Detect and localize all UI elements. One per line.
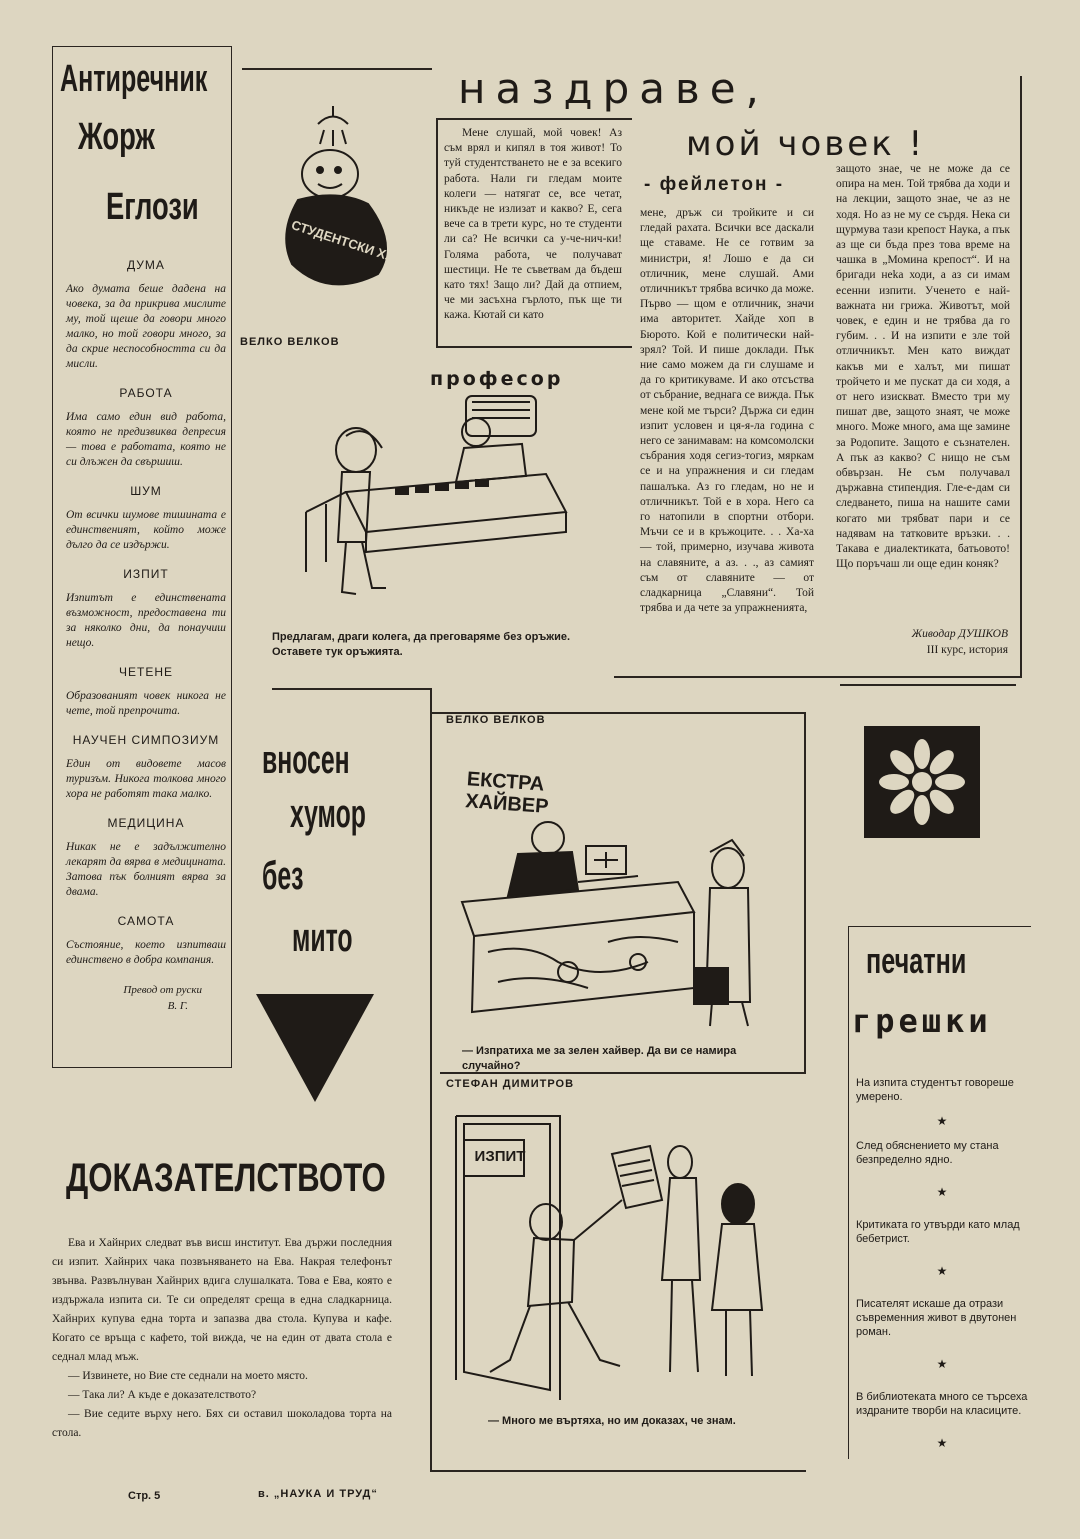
- hyper-sign: ЕКСТРА ХАЙВЕР: [464, 768, 550, 818]
- center-rule-right: [804, 712, 806, 1072]
- shower-head-icon: [318, 106, 348, 146]
- seller-figure-icon: [508, 822, 578, 896]
- typo-item: След обяснението му стана безпределно ядно.: [856, 1140, 999, 1166]
- student-running-icon: [490, 1200, 622, 1372]
- entry-text: Изпитът е единствената възможност, предоставена ти за няколко дни, да понаучиш нещо.: [66, 592, 226, 649]
- typo-item: Писателят искаше да отрази съвременния живот в двутонен роман.: [856, 1298, 1017, 1338]
- exam-byline: СТЕФАН ДИМИТРОВ: [446, 1078, 575, 1090]
- vnosen-line1: вносен: [262, 738, 350, 782]
- cartoon-badge-text: СТУДЕНТСКИ ХУМОР: [289, 217, 424, 274]
- typos-list: [856, 1076, 1028, 1469]
- feuilleton-title2: мой човек !: [686, 124, 926, 164]
- dokaz-dialog2: — Така ли? А къде е доказателството?: [68, 1389, 257, 1401]
- dokaz-body: [52, 1234, 392, 1443]
- middle-rule-left: [272, 688, 432, 690]
- entry-text: Ако думата беше дадена на човека, за да прикрива мислите му, той щеше да говори много малко, но той говори много, за да скрие неспособността си да мисли.: [66, 283, 226, 370]
- top-left-byline: ВЕЛКО ВЕЛКОВ: [240, 336, 340, 348]
- counter-icon: [462, 882, 694, 1012]
- feuilleton-subtitle: - фейлетон -: [644, 174, 785, 195]
- professor-chair-icon: [466, 396, 536, 436]
- translator-credit: [60, 982, 202, 1014]
- hyper-cartoon: [448, 812, 788, 1034]
- entry-izpit: [60, 567, 232, 651]
- feuilleton-rule-left: [436, 118, 438, 346]
- translator-line2: В. Г.: [167, 1000, 188, 1012]
- antirechnik-title: [60, 58, 230, 246]
- entry-heading: РАБОТА: [119, 386, 173, 400]
- entry-samota: [60, 914, 232, 968]
- flower-ornament-icon: [864, 726, 980, 838]
- antirechnik-title-line3: Еглози: [106, 186, 199, 228]
- author-course: III курс, история: [926, 644, 1008, 656]
- girl-student-icon: [712, 1184, 762, 1376]
- entry-shum: [60, 484, 232, 553]
- tall-student-icon: [662, 1146, 700, 1372]
- author-name: Живодар ДУШКОВ: [911, 628, 1008, 640]
- entry-text: Има само един вид работа, която не предизвиква депресия — това е работата, която не си длъжен да свършиш.: [66, 411, 226, 468]
- feuilleton-col1: Мене слушай, мой човек! Аз съм врял и кипял в тоя живот! То туй студентстването не е за всекиго работа. Нали ги гледам моите колеги — натягат се, все четат, никъде не излизат и какво? Е, сега вече са в трети курс, но те студенти ли са? Не всички са у-че-нич-ки! Голяма работа, че получават шестици. Не те съветвам да бъдеш като тях! Защо ли? Дай да отпием, че ми засъхна гърлото, пък ще ти кажа. Кютай си като: [444, 127, 622, 322]
- feuilleton-title1: наздраве,: [458, 64, 769, 113]
- shower-cartoon: [258, 104, 424, 304]
- dokaz-paragraph: Ева и Хайнрих следват във висш институт. Ева държи последния си изпит. Хайнрих чака позвъняването на Ева. Накрая телефонът звънва. Развълнуван Хайнрих вдига слушалката. Това е Ева, която е издържала изпита си. Те си определят среща в една сладкарница. Хайнрих купува една торта и запазва два стола. Купува и кафе. Когато се връща с кафето, той вижда, че на един от двата стола е седнал млад мъж.: [52, 1237, 392, 1363]
- typo-item: На изпита студентът говореше умерено.: [856, 1077, 1014, 1103]
- triangle-ornament-icon: [256, 994, 374, 1102]
- entry-text: От всички шумове тишината е единственият, който може дълго да се издържи.: [66, 509, 226, 551]
- dokaz-title-text: ДОКАЗАТЕЛСТВОТО: [66, 1156, 386, 1200]
- scale-icon: [578, 846, 638, 882]
- center-rule-left: [430, 690, 432, 1470]
- dokaz-title: [66, 1156, 396, 1201]
- feuilleton-col3: защото знае, че не може да се опира на мен. Той трябва да ходи и на лекции, защото знае, че аз не ходя. Но аз не му се сърдя. Нека си щурмува тази крепост Наука, а пък аз ще си бъда през това време на чашка в „Момина крепост“. И на бригади неka ходи, а аз си имам есенни изпити. Ученето е най-важната ни грижа. Животът, мой човек, е един и не трябва да го губим. . . И на изпити е зле той отличникът. Мен като виждат какъв ми е халът, ми пишат тройчето и ме пускат да си ходя, а от него изискват. Вместо три му пишат две, защото знаят, че може много. Може много, ама ще замине за Родопите. Защото е съзнателен. А пък аз какво? С нищо не съм обвързан. Не съм получавал държавна стипендия. Гле-е-дам си следването, пиша на нашите сами когато ми трябват пари и се надявам на татковите връзки. . . Такава е диалектиката, батьовото! Що поръчаш ли още един коняк?: [836, 163, 1010, 571]
- customer-figure-icon: [694, 840, 750, 1026]
- vnosen-line3: без: [262, 854, 304, 898]
- bather-figure-icon: [286, 150, 386, 284]
- entry-heading: НАУЧЕН СИМПОЗИУМ: [72, 733, 220, 747]
- star-icon: ★: [936, 1185, 948, 1199]
- entry-heading: ДУМА: [127, 258, 165, 272]
- hyper-byline: ВЕЛКО ВЕЛКОВ: [446, 714, 546, 726]
- star-icon: ★: [936, 1114, 948, 1128]
- typo-item: В библиотеката много се търсеха издраните творби на класиците.: [856, 1391, 1028, 1417]
- entry-heading: ИЗПИТ: [123, 567, 169, 581]
- dokaz-dialog3: — Вие седите върху него. Бях си оставил шоколадова торта на стола.: [52, 1408, 392, 1439]
- exam-sign: ИЗПИТ: [474, 1148, 526, 1165]
- typos-title1-text: печатни: [866, 940, 967, 981]
- entry-chetene: [60, 665, 232, 719]
- footer-page: Стр. 5: [128, 1490, 161, 1502]
- vnosen-line4: мито: [292, 916, 353, 960]
- feuilleton-rule-right: [1020, 76, 1022, 676]
- translator-line1: Превод от руски: [123, 984, 202, 996]
- feuilleton-rule-end: [614, 676, 1022, 678]
- entry-simpozium: [60, 733, 232, 802]
- dokaz-dialog1: — Извинете, но Вие сте седнали на моето място.: [68, 1370, 308, 1382]
- entry-heading: САМОТА: [117, 914, 175, 928]
- center-rule-bottom: [430, 1470, 806, 1472]
- student-figure-icon: [336, 428, 386, 594]
- vnosen-line2: хумор: [290, 792, 366, 836]
- star-icon: ★: [936, 1264, 948, 1278]
- top-rule: [242, 68, 432, 70]
- feuilleton-rule-bottom: [436, 346, 632, 348]
- middle-rule-right: [840, 684, 1016, 686]
- typo-item: Критиката го утвърди като млад бебетрист.: [856, 1219, 1020, 1245]
- feuilleton-rule-top: [436, 118, 632, 120]
- professor-title: професор: [430, 368, 564, 390]
- entry-rabota: [60, 386, 232, 470]
- star-icon: ★: [936, 1357, 948, 1371]
- entry-medicina: [60, 816, 232, 900]
- vnosen-block: [262, 738, 402, 966]
- entry-text: Никак не е задължително лекарят да вярва в медицината. Затова пък болният вярва за двама.: [66, 841, 226, 898]
- exam-caption: — Много ме въртяха, но им доказах, че знам.: [488, 1415, 736, 1427]
- feuilleton-author: [848, 626, 1008, 658]
- hyper-caption: — Изпратиха ме за зелен хайвер. Да ви се намира случайно?: [462, 1045, 737, 1072]
- entry-text: Един от видовете масов туризъм. Никога толкова много хора не работят така малко.: [66, 758, 226, 800]
- entry-heading: МЕДИЦИНА: [107, 816, 185, 830]
- typos-title1: [866, 940, 1026, 982]
- typos-title2: грешки: [852, 1002, 992, 1040]
- professor-cartoon: [286, 392, 586, 612]
- entry-text: Образованият човек никога не чете, той препрочита.: [66, 690, 226, 717]
- entry-duma: [60, 258, 232, 372]
- entry-heading: ШУМ: [130, 484, 162, 498]
- feuilleton-col2: мене, дръж си тройките и си гледай рахата. Всички все даскали ще ставаме. Не се готвим за министри, я! Лошо е да си отличник, мене слушай. Ами отличникът трябва всичко да може. Първо — щом е отличник, значи има авторитет. Хайде хоп в Бюрото. Кой е политически най-зрял? Той. И пише доклади. Пък ние само можем да ги слушаме и да го критикуваме. И ако отсъства от събрание, веднага се вижда. Пък мене кой ме търси? Държа си един изпит условен и ця-я-ла година с него се занимавам: на комсомолски събрания ходя сегиз-тогиз, мяркам се и на упражнения и си гледам пашалъка. Аз го гледам, но не и отличникът. Той е в хора. Него са го натопили в спортни отбори. Мъчи се и в кръжоците. . . Ха-ха — той, примерно, изучава живота на славяните, а аз. . ., аз самият съм от славяните — от сладкарница „Славяни“. Той трябва и да чете за упражненията,: [640, 207, 814, 615]
- entry-heading: ЧЕТЕНЕ: [118, 665, 173, 679]
- professor-caption: Предлагам, драги колега, да преговаряме без оръжие. Оставете тук оръжията.: [272, 631, 571, 658]
- star-icon: ★: [936, 1436, 948, 1450]
- record-book-icon: [612, 1146, 662, 1208]
- footer-newspaper: в. „НАУКА И ТРУД“: [258, 1488, 378, 1500]
- entry-text: Състояние, което изпитваш единствено в добра компания.: [66, 939, 226, 966]
- antirechnik-entries: [60, 244, 232, 1014]
- antirechnik-title-line2: Жорж: [78, 116, 155, 158]
- antirechnik-title-line1: Антиречник: [60, 58, 208, 100]
